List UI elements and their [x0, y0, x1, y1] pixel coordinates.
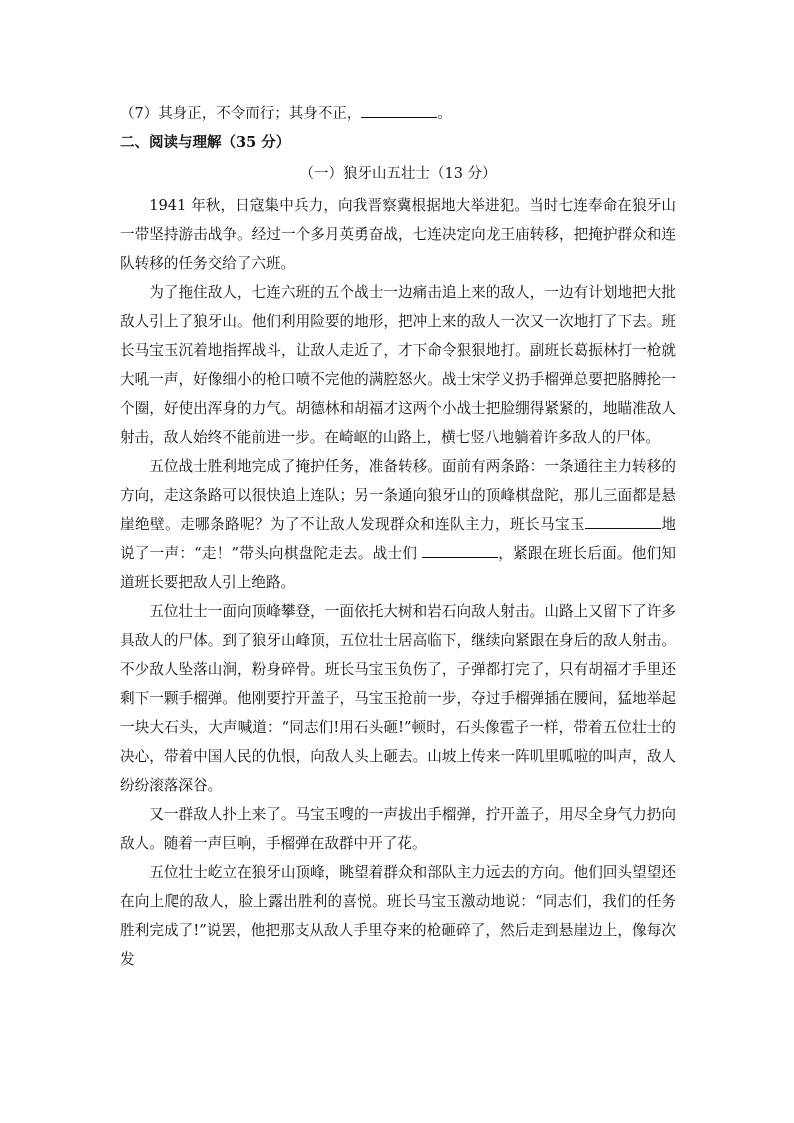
paragraph-4: 五位壮士一面向顶峰攀登，一面依托大树和岩石向敌人射击。山路上又留下了许多具敌人的尸体。到了狼牙山峰顶，五位壮士居高临下，继续向紧跟在身后的敌人射击。不少敌人坠落山涧，粉身碎骨。班长马宝玉负伤了，子弹都打完了，只有胡福才手里还剩下一颗手榴弹。他刚要拧开盖子，马宝玉抢前一步，夺过手榴弹插在腰间，猛地举起一块大石头，大声喊道：“同志们!用石头砸!”顿时，石头像雹子一样，带着五位壮士的决心，带着中国人民的仇恨，向敌人头上砸去。山坡上传来一阵叽里呱啦的叫声，敌人纷纷滚落深谷。 — [120, 603, 676, 794]
paragraph-6: 五位壮士屹立在狼牙山顶峰，眺望着群众和部队主力远去的方向。他们回头望望还在向上爬的敌人，脸上露出胜利的喜悦。班长马宝玉激动地说：“同志们，我们的任务胜利完成了!”说罢，他把那支从敌人手里夺来的枪砸碎了，然后走到悬崖边上，像每次发 — [120, 864, 676, 968]
question-7-end: 。 — [437, 106, 452, 122]
fill-blank-1[interactable] — [585, 514, 661, 529]
answer-blank[interactable] — [361, 103, 437, 118]
paragraph-5: 又一群敌人扑上来了。马宝玉嗖的一声拔出手榴弹，拧开盖子，用尽全身气力扔向敌人。随着一声巨响，手榴弹在敌群中开了花。 — [120, 806, 676, 852]
paragraph-3 — [120, 452, 676, 597]
passage-title: （一）狼牙山五壮士（13 分） — [299, 166, 497, 182]
question-7 — [120, 103, 680, 124]
section-heading: 二、阅读与理解（35 分） — [120, 134, 291, 151]
fill-blank-2[interactable] — [422, 543, 498, 558]
passage-body — [120, 191, 676, 974]
paragraph-1: 1941 年秋，日寇集中兵力，向我晋察冀根据地大举进犯。当时七连奉命在狼牙山一带坚持游击战争。经过一个多月英勇奋战，七连决定向龙王庙转移，把掩护群众和连队转移的任务交给了六班。 — [120, 197, 676, 272]
paragraph-3-part-2: 地说了一声：“走！”带头向棋盘陀走去。战士们 — [120, 516, 676, 562]
question-7-text: （7）其身正，不令而行；其身不正， — [120, 106, 362, 122]
paragraph-3-part-3: ，紧跟在班长后面。他们知道班长要把敌人引上绝路。 — [120, 545, 676, 591]
paragraph-2: 为了拖住敌人，七连六班的五个战士一边痛击追上来的敌人，一边有计划地把大批敌人引上了狼牙山。他们利用险要的地形，把冲上来的敌人一次又一次地打了下去。班长马宝玉沉着地指挥战斗，让敌人走近了，才下命令狠狠地打。副班长葛振林打一枪就大吼一声，好像细小的枪口喷不完他的满腔怒火。战士宋学义扔手榴弹总要把胳膊抡一个圈，好使出浑身的力气。胡德林和胡福才这两个小战士把脸绷得紧紧的，地瞄准敌人射击，敌人始终不能前进一步。在崎岖的山路上，横七竖八地躺着许多敌人的尸体。 — [120, 284, 676, 446]
paragraph-3-part-1: 五位战士胜利地完成了掩护任务，准备转移。面前有两条路：一条通往主力转移的方向，走这条路可以很快追上连队；另一条通向狼牙山的顶峰棋盘陀，那儿三面都是悬崖绝壁。走哪条路呢？为了不让敌人发现群众和连队主力，班长马宝玉 — [120, 458, 676, 533]
